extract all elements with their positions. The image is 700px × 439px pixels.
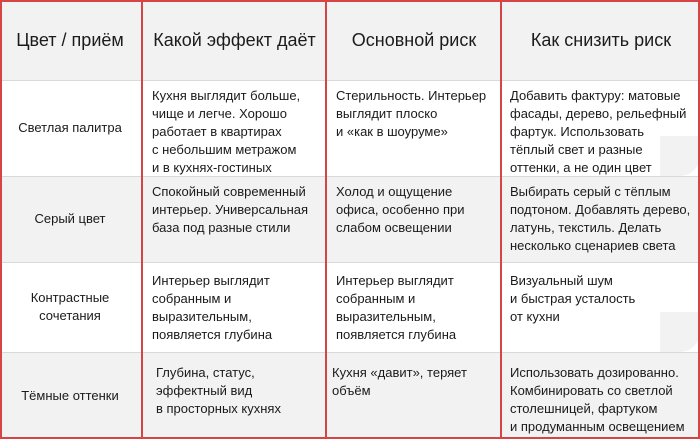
- row-label-gray: Серый цвет: [34, 211, 106, 226]
- header-mitigation: Как снизить риск: [530, 29, 672, 50]
- cell-mitigation: Выбирать серый с тёплым подтоном. Добавлять дерево, латунь, текстиль. Делать несколько сценариев света: [510, 184, 691, 253]
- table-border-top: [0, 0, 700, 2]
- cell-risk: Стерильность. Интерьер выглядит плоско и «как в шоуруме»: [336, 88, 487, 139]
- cell-mitigation: Визуальный шум и быстрая усталость от кухни: [510, 273, 636, 324]
- cell-effect: Интерьер выглядит собранным и выразительным, появляется глубина: [152, 273, 273, 342]
- table-border-left: [0, 0, 2, 439]
- cell-effect: Кухня выглядит больше, чище и легче. Хорошо работает в квартирах с небольшим метражом и в кухнях-гостиных: [152, 88, 301, 175]
- row-label-light-palette: Светлая палитра: [18, 120, 122, 135]
- column-divider: [325, 0, 327, 439]
- cell-mitigation: Использовать дозированно. Комбинировать со светлой столешницей, фартуком и продуманным освещением: [510, 365, 685, 434]
- cell-effect: Глубина, статус, эффектный вид в просторных кухнях: [156, 365, 281, 416]
- header-main-risk: Основной риск: [351, 29, 477, 50]
- row-corner-decoration: [660, 312, 700, 352]
- cell-mitigation: Добавить фактуру: матовые фасады, дерево, рельефный фартук. Использовать тёплый свет и разные оттенки, а не один цвет: [510, 88, 687, 175]
- cell-risk: Кухня «давит», теряет объём: [332, 365, 467, 398]
- column-divider: [500, 0, 502, 439]
- cell-effect: Спокойный современный интерьер. Универсальная база под разные стили: [152, 184, 309, 235]
- row-label-contrast: Контрастные сочетания: [30, 290, 110, 323]
- column-divider: [141, 0, 143, 439]
- row-label-dark: Тёмные оттенки: [21, 387, 119, 403]
- table-header: [0, 0, 700, 80]
- header-effect: Какой эффект даёт: [153, 29, 316, 50]
- cell-risk: Интерьер выглядит собранным и выразительным, появляется глубина: [336, 273, 457, 342]
- header-color-technique: Цвет / приём: [16, 29, 124, 50]
- cell-risk: Холод и ощущение офиса, особенно при слабом освещении: [336, 184, 465, 235]
